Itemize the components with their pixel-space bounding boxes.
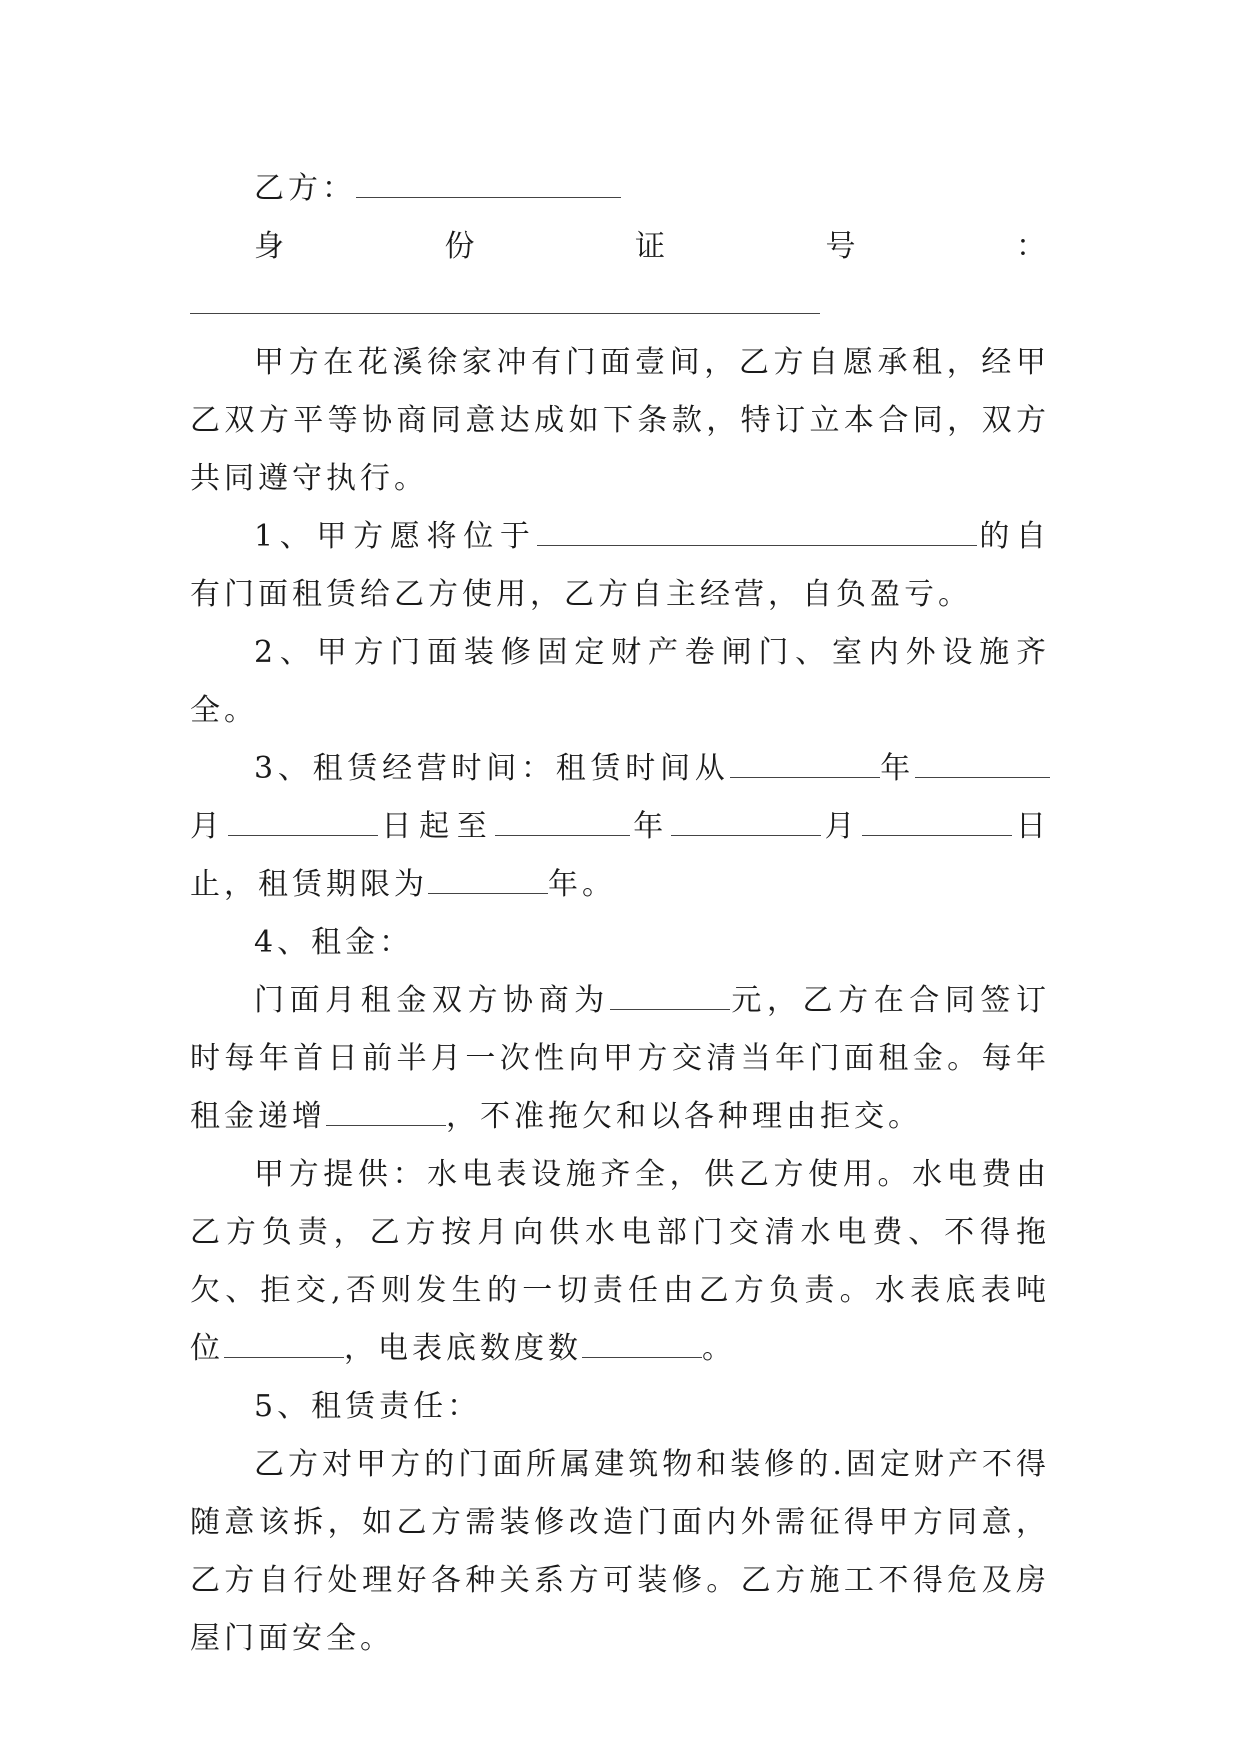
utilities-text-b: ，电表底数度数 [344, 1331, 582, 1366]
clause-3-day-start: 日起至 [377, 809, 495, 844]
clause-1-text-b: 的自有门面租赁给乙方使用，乙方自主经营，自负盈亏。 [190, 519, 1051, 612]
clause-4-title: 4、租金： [254, 925, 414, 960]
monthly-rent-blank [610, 987, 730, 1010]
clause-3-text-a: 3、租赁经营时间：租赁时间从 [254, 751, 730, 786]
lease-term-blank [428, 871, 548, 894]
water-meter-blank [224, 1335, 344, 1358]
party-b-blank [356, 175, 621, 198]
utilities-text-c: 。 [702, 1331, 736, 1366]
clause-3 [190, 740, 1050, 914]
id-number-blank [190, 291, 820, 314]
electric-meter-blank [582, 1335, 702, 1358]
contract-body [190, 160, 1050, 1668]
clause-3-year: 年 [879, 751, 916, 786]
start-year-blank [730, 755, 880, 778]
clause-5-title: 5、租赁责任： [254, 1389, 482, 1424]
clause-3-years-end: 年。 [548, 867, 616, 902]
clause-5-body: 乙方对甲方的门面所属建筑物和装修的.固定财产不得随意该拆，如乙方需装修改造门面内外需征得甲方同意，乙方自行处理好各种关系方可装修。乙方施工不得危及房屋门面安全。 [190, 1447, 1050, 1656]
clause-1 [190, 508, 1050, 624]
utilities-paragraph [190, 1146, 1050, 1378]
id-number-line [190, 218, 1050, 334]
clause-3-month-2: 月 [820, 809, 863, 844]
location-blank [537, 523, 977, 546]
intro-paragraph: 甲方在花溪徐家冲有门面壹间，乙方自愿承租，经甲乙双方平等协商同意达成如下条款，特订立本合同，双方共同遵守执行。 [190, 345, 1050, 496]
clause-3-month: 月 [190, 809, 228, 844]
rent-increase-blank [326, 1103, 446, 1126]
rent-text-c: ，不准拖欠和以各种理由拒交。 [446, 1099, 922, 1134]
end-day-blank [862, 813, 1012, 836]
party-b-label: 乙方： [254, 171, 356, 206]
start-day-blank [228, 813, 378, 836]
clause-3-day-end: 日止，租赁期限为 [190, 809, 1051, 902]
rent-paragraph [190, 972, 1050, 1146]
clause-1-text-a: 1、甲方愿将位于 [254, 519, 537, 554]
utilities-text-a: 甲方提供：水电表设施齐全，供乙方使用。水电费由乙方负责，乙方按月向供水电部门交清水电费、不得拖欠、拒交,否则发生的一切责任由乙方负责。水表底表吨位 [190, 1157, 1050, 1366]
end-month-blank [671, 813, 821, 836]
rent-text-b: 元，乙方在合同签订时每年首日前半月一次性向甲方交清当年门面租金。每年租金递增 [190, 983, 1051, 1134]
end-year-blank [495, 813, 630, 836]
clause-3-year-2: 年 [629, 809, 671, 844]
start-month-blank [915, 755, 1050, 778]
id-number-label: 身份证号： [254, 229, 1050, 264]
clause-2: 2、甲方门面装修固定财产卷闸门、室内外设施齐全。 [190, 635, 1050, 728]
party-b-line [190, 160, 1050, 218]
rent-text-a: 门面月租金双方协商为 [254, 983, 610, 1018]
